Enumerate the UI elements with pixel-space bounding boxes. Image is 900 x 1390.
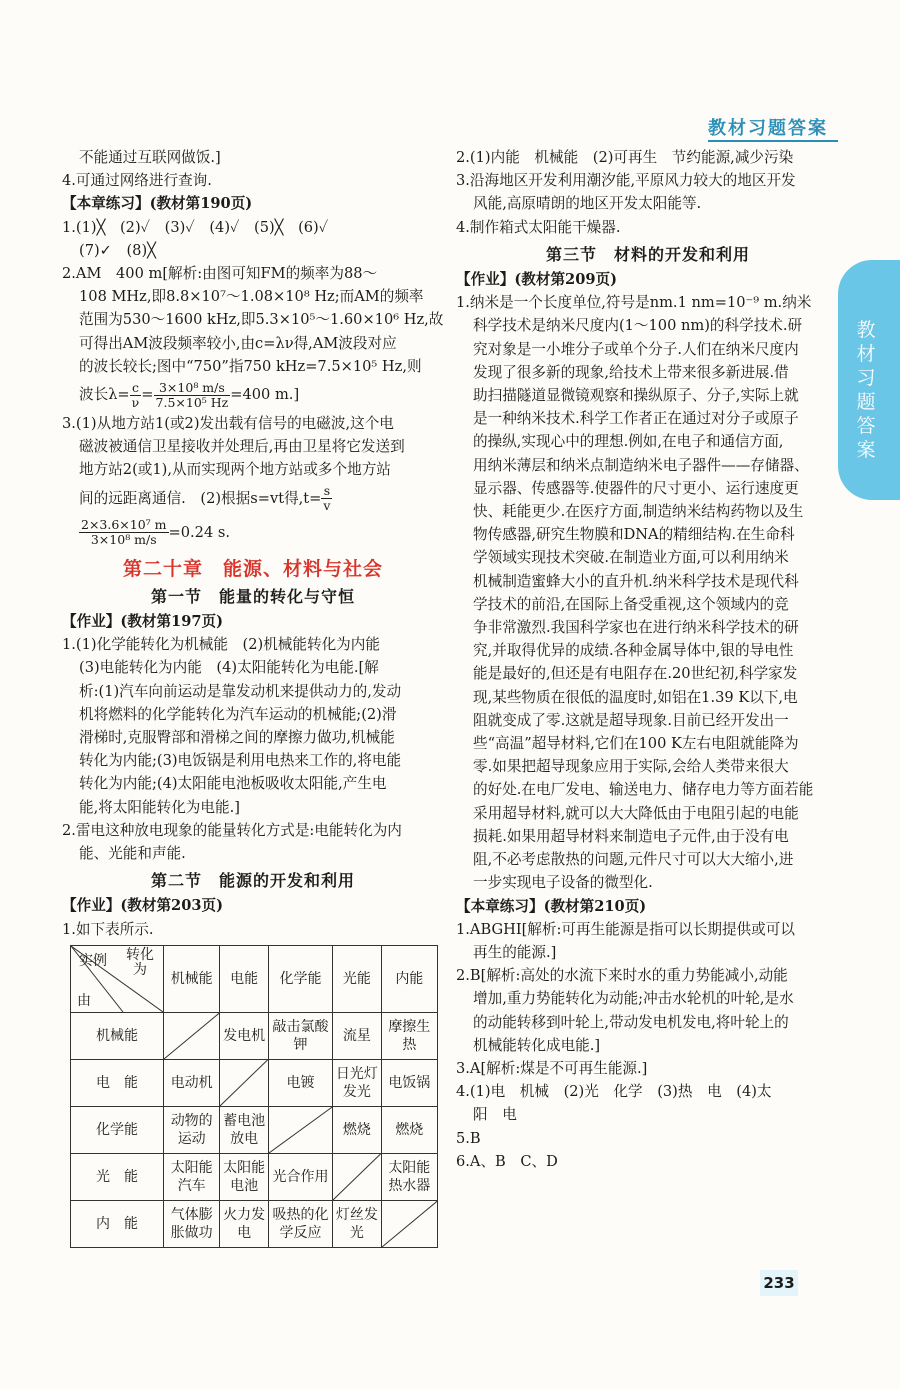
- text-line: 可得出AM波段频率较小,由c=λν得,AM波段对应: [79, 334, 397, 352]
- fraction-denominator: 7.5×10⁵ Hz: [155, 394, 229, 410]
- table-cell: 光合作用: [268, 1153, 332, 1200]
- column-header: 机械能: [164, 945, 220, 1012]
- fraction-denominator: 3×10⁸ m/s: [90, 532, 157, 548]
- text-line: 再生的能源.]: [473, 943, 557, 961]
- text-line: 助扫描隧道显微镜观察和操纵原子、分子,实际上就: [473, 387, 799, 405]
- answer-1: 1.如下表所示.: [62, 920, 154, 938]
- text-line: 学领域实现技术突破.在制造业方面,可以利用纳米: [473, 549, 789, 567]
- text-line: 转化为内能;(3)电饭锅是利用电热来工作的,将电能: [79, 752, 402, 770]
- row-header: 化学能: [71, 1106, 164, 1153]
- text-line: 滑梯时,克服臀部和滑梯之间的摩擦力做功,机械能: [79, 729, 395, 747]
- fraction-numerator: c: [130, 381, 142, 396]
- fraction: [130, 381, 142, 410]
- text-line: 范围为530～1600 kHz,即5.3×10⁵～1.60×10⁶ Hz,故: [79, 311, 444, 329]
- table-cell: 太阳能热水器: [381, 1153, 437, 1200]
- section-title: 第三节 材料的开发和利用: [545, 244, 750, 264]
- formula-line: [62, 378, 444, 412]
- text-line: 采用超导材料,就可以大大降低由于电阻引起的电能: [473, 804, 799, 822]
- text-line: 1.纳米是一个长度单位,符号是nm.1 nm=10⁻⁹ m.纳米: [456, 294, 812, 312]
- text-line: 6.A、B C、D: [456, 1152, 558, 1170]
- text-line: 阳 电: [473, 1106, 517, 1124]
- answer-2: 2.(1)内能 机械能 (2)可再生 节约能源,减少污染: [456, 149, 794, 166]
- fraction-denominator: ν: [131, 394, 140, 410]
- table-row: [71, 1106, 438, 1153]
- text-line: 阻就变成了零.这就是超导现象.目前已经开发出一: [473, 711, 789, 729]
- text-line: 能,将太阳能转化为电能.]: [79, 798, 240, 816]
- cell-slash: [333, 1154, 381, 1200]
- formula-prefix: 波长λ=: [79, 386, 130, 404]
- table-cell-diagonal: [268, 1106, 332, 1153]
- chapter-title: 第二十章 能源、材料与社会: [122, 557, 383, 580]
- text-line: 能是最好的,但还是有电阻存在.20世纪初,科学家发: [473, 665, 798, 683]
- answer-4: 4.制作箱式太阳能干燥器.: [456, 218, 621, 236]
- formula-line: [62, 482, 444, 516]
- answer-1: 1.(1)╳ (2)✓ (3)✓ (4)✓ (5)╳ (6)✓: [62, 218, 329, 236]
- text-line: 机将燃料的化学能转化为汽车运动的机械能;(2)滑: [79, 705, 397, 723]
- table-cell: 吸热的化学反应: [268, 1200, 332, 1247]
- side-tab-label: 教材习题答案: [856, 319, 876, 461]
- answer-1: 1.(1)化学能转化为机械能 (2)机械能转化为内能: [62, 636, 380, 654]
- table-cell: 气体膨胀做功: [164, 1200, 220, 1247]
- answer-3: 3.(1)从地方站1(或2)发出载有信号的电磁波,这个电: [62, 415, 394, 433]
- chapter-exercise-label: 【本章练习】(教材第210页): [456, 897, 647, 915]
- column-header: 光能: [333, 945, 382, 1012]
- row-header: 内 能: [71, 1200, 164, 1247]
- table-cell: 蓄电池放电: [220, 1106, 269, 1153]
- equals: =: [141, 386, 154, 404]
- answer-1-cont: (7)✓ (8)╳: [79, 241, 156, 259]
- left-column: [62, 146, 444, 1248]
- text-line: 机械能转化成电能.]: [473, 1036, 601, 1054]
- table-header-row: [71, 945, 438, 1012]
- text-line: 究对象是一小堆分子或单个分子.人们在纳米尺度内: [473, 340, 799, 358]
- table-cell: 电镀: [268, 1059, 332, 1106]
- text-line: 增加,重力势能转化为动能;冲击水轮机的叶轮,是水: [473, 990, 794, 1008]
- text-line: 的好处.在电厂发电、输送电力、储存电力等方面若能: [473, 781, 814, 799]
- homework-label: 【作业】(教材第197页): [62, 613, 224, 631]
- section-title: 第二节 能源的开发和利用: [150, 871, 355, 891]
- row-header: 电 能: [71, 1059, 164, 1106]
- table-cell: 流星: [333, 1012, 382, 1059]
- row-header: 光 能: [71, 1153, 164, 1200]
- nano-answer: [456, 291, 840, 894]
- table-cell: 电动机: [164, 1059, 220, 1106]
- fraction: [321, 484, 332, 513]
- energy-conversion-table: [70, 945, 438, 1248]
- fraction-denominator: v: [323, 498, 331, 514]
- text-line: 3.A[解析:煤是不可再生能源.]: [456, 1059, 648, 1077]
- text-line: 的操纵,实现心中的理想.例如,在电子和通信方面,: [473, 433, 784, 451]
- fraction-numerator: s: [321, 484, 332, 499]
- header-rule: [708, 140, 838, 142]
- column-header: 电能: [220, 945, 269, 1012]
- row-header: 机械能: [71, 1012, 164, 1059]
- corner-example: 实例: [79, 952, 107, 969]
- table-cell: 灯丝发光: [333, 1200, 382, 1247]
- text-line: (3)电能转化为内能 (4)太阳能转化为电能.[解: [79, 659, 379, 677]
- text-line: 2.B[解析:高处的水流下来时水的重力势能减小,动能: [456, 967, 788, 985]
- answer-2: 2.雷电这种放电现象的能量转化方式是:电能转化为内: [62, 821, 402, 839]
- cell-slash: [382, 1201, 437, 1247]
- text-line: 学技术的前沿,在国际上备受重视,这个领域内的竞: [473, 595, 789, 613]
- text-line: 损耗.如果用超导材料来制造电子元件,由于没有电: [473, 827, 789, 845]
- table-corner-cell: [71, 945, 164, 1012]
- table-cell: 太阳能电池: [220, 1153, 269, 1200]
- cell-slash: [269, 1107, 332, 1153]
- table-cell: 日光灯发光: [333, 1059, 382, 1106]
- table-cell: 燃烧: [381, 1106, 437, 1153]
- text-line: 些“高温”超导材料,它们在100 K左右电阻就能降为: [473, 735, 799, 753]
- answer-3: 3.沿海地区开发利用潮汐能,平原风力较大的地区开发: [456, 172, 796, 190]
- right-column: [456, 146, 840, 1173]
- chapter-exercise-label: 【本章练习】(教材第190页): [62, 195, 253, 213]
- table-row: [71, 1200, 438, 1247]
- table-cell-diagonal: [333, 1153, 382, 1200]
- fraction-numerator: 2×3.6×10⁷ m: [81, 517, 167, 533]
- formula-result: =400 m.]: [230, 386, 300, 404]
- text-line: 不能通过互联网做饭.]: [79, 149, 221, 166]
- text-line: 机械制造蜜蜂大小的直升机.纳米科学技术是现代科: [473, 572, 799, 590]
- text-line: 物传感器,研究生物膜和DNA的精细结构.在生命科: [473, 526, 795, 544]
- text-line: 地方站2(或1),从而实现两个地方站或多个地方站: [79, 461, 391, 479]
- text-line: 是一种纳米技术.科学工作者正在通过对分子或原子: [473, 410, 799, 428]
- table-cell: 火力发电: [220, 1200, 269, 1247]
- column-header: 化学能: [268, 945, 332, 1012]
- fraction-numerator: 3×10⁸ m/s: [154, 381, 231, 396]
- section-title: 第一节 能量的转化与守恒: [150, 586, 355, 606]
- formula-prefix: 间的远距离通信. (2)根据s=vt得,t=: [79, 489, 322, 507]
- text-line: 阻,不必考虑散热的问题,元件尺寸可以大大缩小,进: [473, 851, 794, 869]
- formula-line: [62, 516, 444, 550]
- homework-label: 【作业】(教材第209页): [456, 271, 618, 289]
- text-line: 4.(1)电 机械 (2)光 化学 (3)热 电 (4)太: [456, 1083, 772, 1101]
- text-line: 零.如果把超导现象应用于实际,会给人类带来很大: [473, 758, 789, 776]
- fraction: [79, 518, 169, 547]
- text-line: 能、光能和声能.: [79, 845, 186, 863]
- table-cell: 发电机: [220, 1012, 269, 1059]
- table-cell: 动物的运动: [164, 1106, 220, 1153]
- text-line: 转化为内能;(4)太阳能电池板吸收太阳能,产生电: [79, 775, 387, 793]
- text-line: 一步实现电子设备的微型化.: [473, 874, 653, 892]
- table-cell: 燃烧: [333, 1106, 382, 1153]
- table-cell: 敲击氯酸钾: [268, 1012, 332, 1059]
- text-line: 磁波被通信卫星接收并处理后,再由卫星将它发送到: [79, 438, 405, 456]
- answer-2: 2.AM 400 m[解析:由图可知FM的频率为88～: [62, 265, 378, 283]
- table-cell-diagonal: [220, 1059, 269, 1106]
- chapter-exercise-answers: [456, 918, 840, 1173]
- corner-from: 由: [77, 992, 91, 1009]
- text-line: 显示器、传感器等.使器件的尺寸更小、运行速度更: [473, 479, 799, 497]
- text-line: 的波长较长;图中“750”指750 kHz=7.5×10⁵ Hz,则: [79, 357, 422, 375]
- text-line: 1.ABGHI[解析:可再生能源是指可以长期提供或可以: [456, 920, 795, 938]
- answer-4: 4.可通过网络进行查询.: [62, 172, 212, 190]
- text-line: 的动能转移到叶轮上,带动发电机发电,将叶轮上的: [473, 1013, 789, 1031]
- page-number: 233: [760, 1270, 798, 1296]
- side-tab: [838, 260, 900, 500]
- text-line: 发现了很多新的现象,给技术上带来很多新进展.借: [473, 363, 789, 381]
- text-line: 析:(1)汽车向前运动是靠发动机来提供动力的,发动: [79, 682, 402, 700]
- text-line: 究,并取得优异的成绩.各种金属导体中,银的导电性: [473, 642, 794, 660]
- column-header: 内能: [381, 945, 437, 1012]
- text-line: 争非常激烈.我国科学家也在进行纳米科学技术的研: [473, 619, 799, 637]
- fraction: [154, 381, 231, 410]
- text-line: 现,某些物质在很低的温度时,如铝在1.39 K以下,电: [473, 688, 798, 706]
- table-row: [71, 1153, 438, 1200]
- table-cell: 电饭锅: [381, 1059, 437, 1106]
- cell-slash: [164, 1013, 219, 1059]
- text-line: 108 MHz,即8.8×10⁷～1.08×10⁸ Hz;而AM的频率: [79, 288, 424, 306]
- text-line: 5.B: [456, 1129, 481, 1147]
- text-line: 用纳米薄层和纳米点制造纳米电子器件——存储器、: [473, 456, 809, 474]
- formula-result: =0.24 s.: [168, 523, 231, 541]
- cell-slash: [220, 1060, 268, 1106]
- header-title: 教材习题答案: [708, 118, 828, 139]
- homework-label: 【作业】(教材第203页): [62, 897, 224, 915]
- table-cell-diagonal: [164, 1012, 220, 1059]
- text-line: 快、耗能更少.在医疗方面,制造纳米结构药物以及生: [473, 503, 804, 521]
- table-row: [71, 1012, 438, 1059]
- corner-to: 转化为: [126, 946, 154, 978]
- table-cell-diagonal: [381, 1200, 437, 1247]
- text-line: 风能,高原晴朗的地区开发太阳能等.: [473, 195, 702, 213]
- table-cell: 摩擦生热: [381, 1012, 437, 1059]
- table-cell: 太阳能汽车: [164, 1153, 220, 1200]
- text-line: 科学技术是纳米尺度内(1～100 nm)的科学技术.研: [473, 317, 803, 335]
- table-row: [71, 1059, 438, 1106]
